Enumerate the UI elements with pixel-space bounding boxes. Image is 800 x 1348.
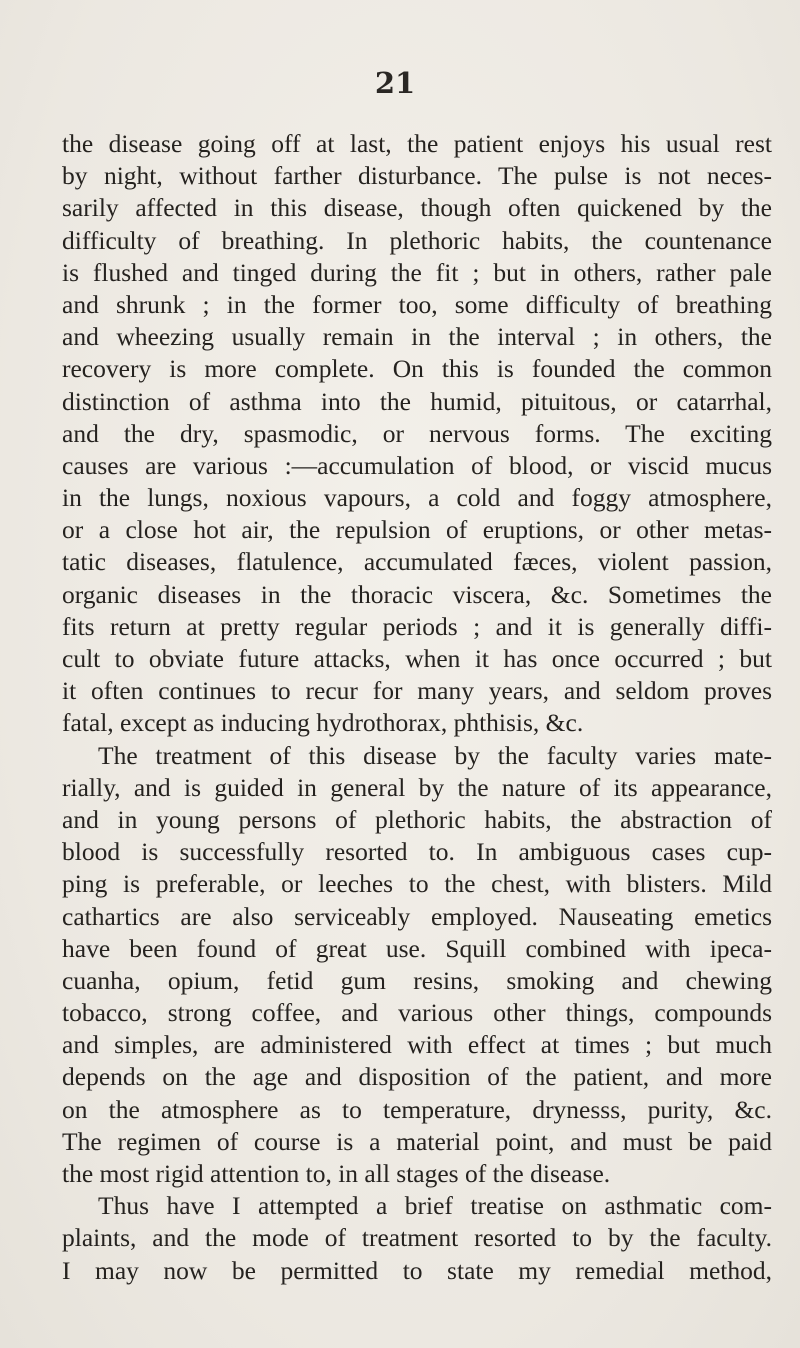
body-text bbox=[62, 128, 772, 1287]
text-line: causes are various :—accumulation of blood, or viscid mucus bbox=[62, 450, 772, 480]
text-line: recovery is more complete. On this is founded the common bbox=[62, 354, 772, 384]
text-line: it often continues to recur for many years, and seldom proves bbox=[62, 676, 772, 706]
text-line: fatal, except as inducing hydrothorax, phthisis, &c. bbox=[62, 708, 584, 738]
text-line: on the atmosphere as to temperature, drynesss, purity, &c. bbox=[62, 1094, 772, 1124]
text-line: and the dry, spasmodic, or nervous forms. The exciting bbox=[62, 418, 772, 448]
text-line: I may now be permitted to state my remedial method, bbox=[62, 1255, 772, 1285]
text-line: tatic diseases, flatulence, accumulated fæces, violent passion, bbox=[62, 547, 772, 577]
text-line: depends on the age and disposition of the patient, and more bbox=[62, 1062, 772, 1092]
text-line: the most rigid attention to, in all stages of the disease. bbox=[62, 1159, 611, 1188]
text-line: or a close hot air, the repulsion of eruptions, or other metas- bbox=[62, 515, 772, 545]
text-line: and wheezing usually remain in the interval ; in others, the bbox=[62, 322, 772, 352]
text-line: The regimen of course is a material point, and must be paid bbox=[62, 1126, 772, 1156]
text-line: The treatment of this disease by the faculty varies mate- bbox=[98, 740, 772, 770]
text-line: organic diseases in the thoracic viscera, &c. Sometimes the bbox=[62, 579, 772, 609]
text-line: sarily affected in this disease, though often quickened by the bbox=[62, 193, 772, 223]
text-line: the disease going off at last, the patient enjoys his usual rest bbox=[62, 129, 772, 158]
text-line: plaints, and the mode of treatment resorted to by the faculty. bbox=[62, 1223, 772, 1253]
text-line: is flushed and tinged during the fit ; but in others, rather pale bbox=[62, 257, 772, 287]
text-line: and in young persons of plethoric habits, the abstraction of bbox=[62, 804, 772, 834]
text-line: have been found of great use. Squill combined with ipeca- bbox=[62, 933, 772, 963]
text-line: distinction of asthma into the humid, pituitous, or catarrhal, bbox=[62, 386, 772, 416]
text-line: by night, without farther disturbance. The pulse is not neces- bbox=[62, 161, 772, 191]
text-line: Thus have I attempted a brief treatise on asthmatic com- bbox=[98, 1191, 772, 1221]
text-line: and simples, are administered with effect at times ; but much bbox=[62, 1030, 772, 1060]
text-line: blood is successfully resorted to. In ambiguous cases cup- bbox=[62, 837, 772, 867]
text-line: cathartics are also serviceably employed. Nauseating emetics bbox=[62, 901, 772, 931]
text-line: cult to obviate future attacks, when it has once occurred ; but bbox=[62, 644, 772, 673]
text-line: and shrunk ; in the former too, some difficulty of breathing bbox=[62, 289, 772, 319]
text-line: difficulty of breathing. In plethoric habits, the countenance bbox=[62, 225, 772, 255]
text-line: cuanha, opium, fetid gum resins, smoking and chewing bbox=[62, 965, 772, 995]
text-line: tobacco, strong coffee, and various other things, compounds bbox=[62, 998, 772, 1028]
text-line: ping is preferable, or leeches to the chest, with blisters. Mild bbox=[62, 869, 772, 899]
text-line: fits return at pretty regular periods ; and it is generally diffi- bbox=[62, 611, 772, 641]
page-number: 21 bbox=[374, 66, 416, 100]
text-line: rially, and is guided in general by the nature of its appearance, bbox=[62, 772, 772, 802]
text-line: in the lungs, noxious vapours, a cold and foggy atmosphere, bbox=[62, 483, 772, 513]
